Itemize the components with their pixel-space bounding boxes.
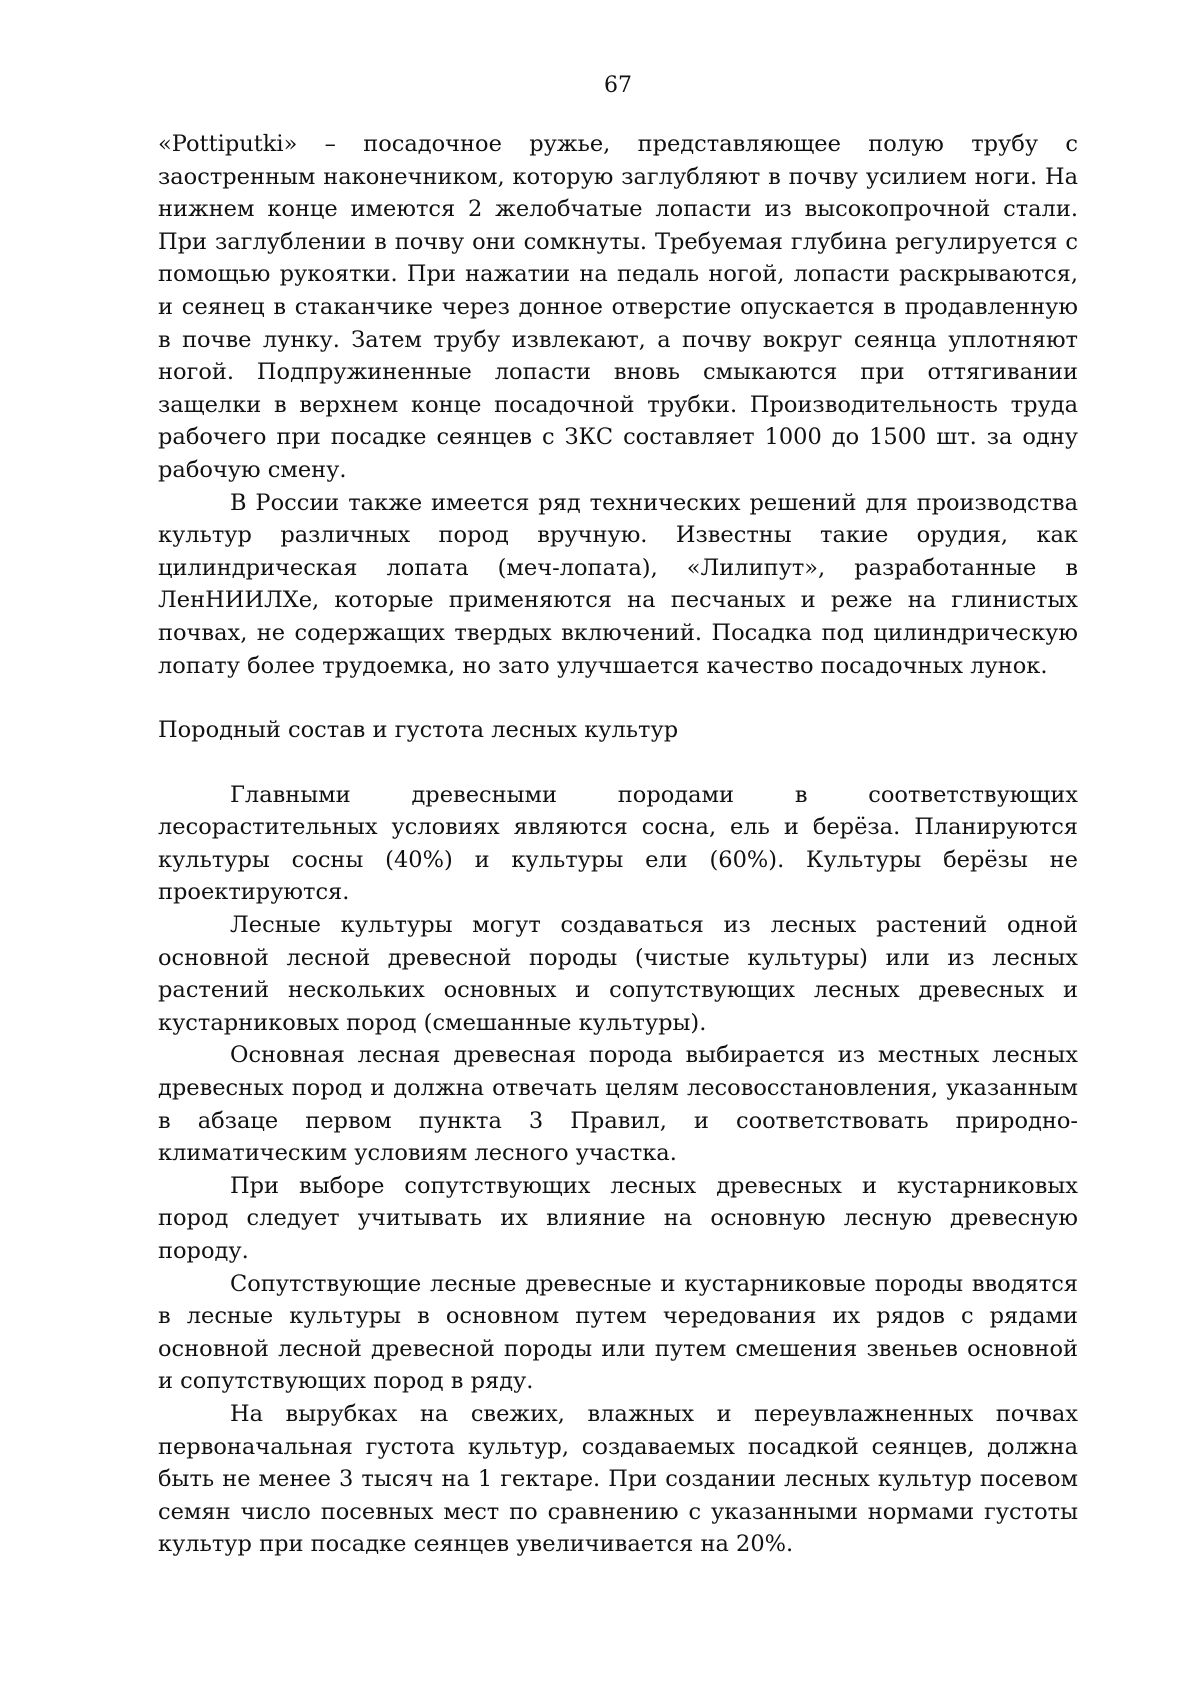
page-number: 67 [604, 73, 632, 98]
paragraph-pure-mixed-cultures: Лесные культуры могут создаваться из лесных растений одной основной лесной древесной породы (чистые культуры) или из лесных растений нескольких основных и сопутствующих лесных древесных и кустарниковых пород (смешанные культуры). [158, 912, 1078, 1036]
paragraph-russia-tools: В России также имеется ряд технических решений для производства культур различных пород вручную. Известны такие орудия, как цилиндрическая лопата (меч-лопата), «Лилипут», разработанные в ЛенНИИЛХе, которые применяются на песчаных и реже на глинистых почвах, не содержащих твердых включений. Посадка под цилиндрическую лопату более трудоемка, но зато улучшается качество посадочных лунок. [158, 489, 1078, 679]
paragraph-main-species: Главными древесными породами в соответствующих лесорастительных условиях являются сосна, ель и берёза. Планируются культуры сосны (40%) и культуры ели (60%). Культуры берёзы не проектируются. [158, 781, 1078, 906]
document-body [158, 128, 1078, 1561]
paragraph-planting-density: На вырубках на свежих, влажных и переувлажненных почвах первоначальная густота культур, создаваемых посадкой сеянцев, должна быть не менее 3 тысяч на 1 гектаре. При создании лесных культур посевом семян число посевных мест по сравнению с указанными нормами густоты культур при посадке сеянцев увеличивается на 20%. [158, 1400, 1078, 1558]
paragraph-pottiputki: «Pottiputki» – посадочное ружье, представляющее полую трубу с заостренным наконечником, которую заглубляют в почву усилием ноги. На нижнем конце имеются 2 желобчатые лопасти из высокопрочной стали. При заглублении в почву они сомкнуты. Требуемая глубина регулируется с помощью рукоятки. При нажатии на педаль ногой, лопасти раскрываются, и сеянец в стаканчике через донное отверстие опускается в продавленную в почве лунку. Затем трубу извлекают, а почву вокруг сеянца уплотняют ногой. Подпружиненные лопасти вновь смыкаются при оттягивании защелки в верхнем конце посадочной трубки. Производительность труда рабочего при посадке сеянцев с ЗКС составляет 1000 до 1500 шт. за одну рабочую смену. [158, 131, 1078, 483]
paragraph-accompanying-species: При выборе сопутствующих лесных древесных и кустарниковых пород следует учитывать их влияние на основную лесную древесную породу. [158, 1172, 1078, 1264]
paragraph-row-alternation: Сопутствующие лесные древесные и кустарниковые породы вводятся в лесные культуры в основном путем чередования их рядов с рядами основной лесной древесной породы или путем смешения звеньев основной и сопутствующих пород в ряду. [158, 1270, 1078, 1395]
paragraph-main-species-choice: Основная лесная древесная порода выбирается из местных лесных древесных пород и должна отвечать целям лесовосстановления, указанным в абзаце первом пункта 3 Правил, и соответствовать природно-климатическим условиям лесного участка. [158, 1042, 1078, 1167]
section-title: Породный состав и густота лесных культур [158, 717, 679, 744]
